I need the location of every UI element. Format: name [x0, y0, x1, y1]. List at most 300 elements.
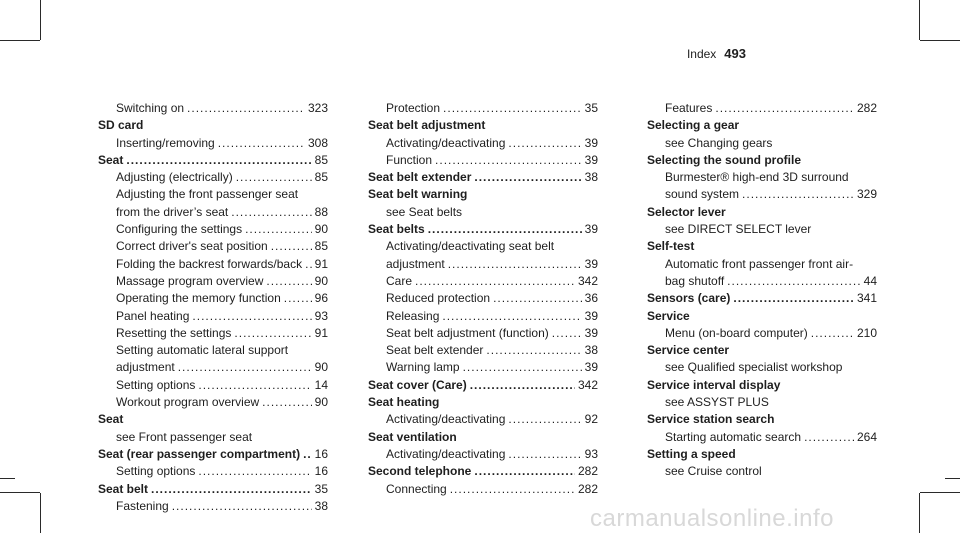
index-term: Seat belt warning: [368, 187, 468, 202]
index-line: [368, 117, 598, 134]
index-subentry: [647, 394, 877, 411]
page-header: [687, 46, 746, 61]
dot-leader: [470, 377, 575, 394]
index-subentry: [647, 463, 877, 480]
index-subentry: [98, 308, 328, 325]
page-ref[interactable]: 35: [314, 481, 328, 496]
index-line: [647, 342, 877, 359]
index-term: Seat belts: [368, 222, 425, 237]
page-ref[interactable]: 16: [314, 464, 328, 479]
page-ref[interactable]: 90: [314, 395, 328, 410]
dot-leader: [493, 290, 582, 307]
index-subentry: [647, 135, 877, 152]
index-line: [116, 169, 328, 186]
index-heading: [368, 117, 598, 134]
page-ref[interactable]: 38: [314, 498, 328, 513]
index-line: [116, 290, 328, 307]
page-number: 493: [724, 46, 746, 61]
index-term: Massage program overview: [116, 273, 264, 288]
index-subentry: [368, 100, 598, 117]
dot-leader: [262, 394, 311, 411]
index-line: [386, 481, 598, 498]
dot-leader: [151, 481, 312, 498]
index-term: Inserting/removing: [116, 135, 215, 150]
index-line: [368, 169, 598, 186]
index-subentry: [647, 429, 877, 446]
dot-leader: [448, 256, 582, 273]
index-term: Connecting: [386, 481, 447, 496]
index-heading: [647, 377, 877, 394]
index-term: Seat cover (Care): [368, 377, 467, 392]
index-line: [116, 377, 328, 394]
index-subentry: [647, 325, 877, 342]
index-line: [116, 359, 328, 376]
index-line: [116, 204, 328, 221]
index-term: see Seat belts: [386, 204, 463, 219]
page-ref[interactable]: 85: [314, 152, 328, 167]
index-term: Releasing: [386, 308, 440, 323]
index-subentry: [98, 273, 328, 290]
page-ref[interactable]: 282: [577, 464, 598, 479]
dot-leader: [474, 463, 575, 480]
index-heading: [647, 204, 877, 221]
index-line: [665, 325, 877, 342]
index-term: Seat ventilation: [368, 429, 457, 444]
index-term: Function: [386, 152, 433, 167]
page-ref[interactable]: 36: [584, 291, 598, 306]
page-ref[interactable]: 342: [577, 273, 598, 288]
page-ref[interactable]: 88: [314, 204, 328, 219]
index-term: see Cruise control: [665, 464, 762, 479]
index-subentry: [98, 342, 328, 377]
index-subentry: [647, 359, 877, 376]
page-ref[interactable]: 329: [856, 187, 877, 202]
index-term: see Changing gears: [665, 135, 773, 150]
index-term: Configuring the settings: [116, 222, 243, 237]
index-heading: [647, 308, 877, 325]
index-term: Service center: [647, 343, 730, 358]
dot-leader: [442, 308, 581, 325]
dot-leader: [435, 152, 582, 169]
page-ref[interactable]: 282: [577, 481, 598, 496]
dot-leader: [486, 342, 581, 359]
index-term: see Qualified specialist workshop: [665, 360, 843, 375]
index-term: Service: [647, 308, 690, 323]
page-ref[interactable]: 85: [314, 170, 328, 185]
index-term: Setting options: [116, 464, 196, 479]
dot-leader: [172, 498, 312, 515]
index-line: [368, 186, 598, 203]
index-subentry: [368, 411, 598, 428]
index-term: adjustment: [116, 360, 175, 375]
watermark: carmanualsonline.info: [590, 505, 834, 532]
dot-leader: [727, 273, 860, 290]
index-subentry: [368, 152, 598, 169]
index-term: Workout program overview: [116, 395, 260, 410]
index-term: Activating/deactivating: [386, 446, 506, 461]
page-ref[interactable]: 39: [584, 256, 598, 271]
page-ref[interactable]: 39: [584, 152, 598, 167]
dot-leader: [126, 152, 311, 169]
index-line: [98, 152, 328, 169]
index-line: [116, 342, 328, 359]
dot-leader: [474, 169, 581, 186]
index-term: Setting options: [116, 377, 196, 392]
page-ref[interactable]: 264: [856, 429, 877, 444]
page-ref[interactable]: 85: [314, 239, 328, 254]
index-term: Second telephone: [368, 464, 472, 479]
crop-mark: [40, 493, 41, 533]
dot-leader: [271, 238, 312, 255]
index-line: [386, 342, 598, 359]
index-term: Seat belt adjustment (function): [386, 325, 549, 340]
crop-mark: [0, 492, 40, 493]
index-subentry: [98, 498, 328, 515]
index-term: SD card: [98, 118, 144, 133]
index-line: [665, 273, 877, 290]
index-line: [386, 290, 598, 307]
page-ref[interactable]: 16: [314, 446, 328, 461]
index-line: [116, 498, 328, 515]
dot-leader: [552, 325, 582, 342]
index-line: [386, 446, 598, 463]
index-column-1: [98, 100, 328, 515]
index-line: [116, 308, 328, 325]
dot-leader: [178, 359, 312, 376]
crop-mark: [0, 40, 40, 41]
page-ref[interactable]: 35: [584, 101, 598, 115]
dot-leader: [218, 135, 305, 152]
page-ref[interactable]: 308: [307, 135, 328, 150]
index-term: Seat belt: [98, 481, 149, 496]
index-line: [116, 463, 328, 480]
index-term: Adjusting the front passenger seat: [116, 187, 299, 202]
index-line: [665, 221, 877, 238]
dot-leader: [231, 204, 311, 221]
index-line: [647, 411, 877, 428]
index-heading: [647, 152, 877, 169]
index-line: [116, 429, 328, 446]
index-heading: [647, 446, 877, 463]
dot-leader: [192, 308, 311, 325]
page-ref[interactable]: 210: [856, 325, 877, 340]
dot-leader: [508, 446, 581, 463]
page-ref[interactable]: 93: [584, 446, 598, 461]
index-term: Burmester® high-end 3D surround: [665, 170, 849, 185]
index-term: Adjusting (electrically): [116, 170, 233, 185]
index-subentry: [98, 290, 328, 307]
index-term: Warning lamp: [386, 360, 460, 375]
index-subentry: [98, 221, 328, 238]
page-ref[interactable]: 91: [314, 256, 328, 271]
index-heading: [368, 169, 598, 186]
crop-mark: [0, 478, 15, 479]
index-line: [665, 359, 877, 376]
page-ref[interactable]: 93: [314, 308, 328, 323]
index-line: [98, 446, 328, 463]
index-subentry: [98, 377, 328, 394]
index-heading: [647, 342, 877, 359]
index-line: [116, 100, 328, 117]
dot-leader: [804, 429, 854, 446]
index-line: [386, 256, 598, 273]
page-ref[interactable]: 90: [314, 222, 328, 237]
index-line: [665, 463, 877, 480]
index-term: Features: [665, 101, 713, 115]
index-subentry: [98, 169, 328, 186]
page-ref[interactable]: 341: [856, 291, 877, 306]
index-subentry: [98, 100, 328, 117]
dot-leader: [245, 221, 312, 238]
index-term: Service station search: [647, 412, 775, 427]
index-subentry: [647, 256, 877, 291]
index-line: [647, 117, 877, 134]
index-line: [98, 117, 328, 134]
index-line: [368, 429, 598, 446]
index-subentry: [368, 359, 598, 376]
index-term: bag shutoff: [665, 273, 725, 288]
index-subentry: [98, 429, 328, 446]
page-ref[interactable]: 39: [584, 325, 598, 340]
index-line: [386, 204, 598, 221]
index-subentry: [368, 446, 598, 463]
index-term: Switching on: [116, 101, 185, 115]
index-term: Panel heating: [116, 308, 190, 323]
index-term: Reduced protection: [386, 291, 491, 306]
page-ref[interactable]: 92: [584, 412, 598, 427]
dot-leader: [443, 100, 582, 117]
index-line: [116, 238, 328, 255]
index-term: Self-test: [647, 239, 695, 254]
index-term: Correct driver's seat position: [116, 239, 268, 254]
index-line: [647, 446, 877, 463]
index-term: Seat (rear passenger compartment): [98, 446, 301, 461]
index-line: [647, 308, 877, 325]
index-term: Seat belt extender: [368, 170, 472, 185]
dot-leader: [715, 100, 854, 117]
index-line: [368, 221, 598, 238]
index-term: Automatic front passenger front air-: [665, 256, 854, 271]
index-heading: [98, 481, 328, 498]
index-subentry: [647, 169, 877, 204]
crop-mark: [945, 478, 960, 479]
index-line: [386, 135, 598, 152]
dot-leader: [463, 359, 582, 376]
index-subentry: [98, 325, 328, 342]
index-subentry: [98, 463, 328, 480]
index-line: [116, 186, 328, 203]
index-term: Seat belt extender: [386, 343, 484, 358]
index-heading: [98, 117, 328, 134]
index-line: [386, 100, 598, 117]
index-term: from the driver’s seat: [116, 204, 229, 219]
page-ref[interactable]: 90: [314, 273, 328, 288]
index-term: Activating/deactivating: [386, 412, 506, 427]
index-subentry: [647, 221, 877, 238]
index-heading: [98, 446, 328, 463]
index-term: Resetting the settings: [116, 325, 232, 340]
dot-leader: [742, 186, 854, 203]
index-term: Selecting a gear: [647, 118, 740, 133]
index-column-3: [647, 100, 877, 481]
index-heading: [368, 463, 598, 480]
index-line: [368, 394, 598, 411]
page-ref[interactable]: 96: [314, 291, 328, 306]
page-ref[interactable]: 39: [584, 360, 598, 375]
index-subentry: [368, 135, 598, 152]
index-term: Protection: [386, 101, 441, 115]
index-line: [647, 377, 877, 394]
index-term: Sensors (care): [647, 291, 731, 306]
index-term: Activating/deactivating seat belt: [386, 239, 555, 254]
dot-leader: [198, 377, 311, 394]
page-ref[interactable]: 39: [584, 222, 598, 237]
index-line: [116, 273, 328, 290]
index-subentry: [98, 238, 328, 255]
crop-mark: [920, 492, 960, 493]
index-line: [368, 377, 598, 394]
index-line: [386, 152, 598, 169]
page-ref[interactable]: 38: [584, 170, 598, 185]
index-line: [386, 308, 598, 325]
page-ref[interactable]: 44: [863, 273, 877, 288]
index-term: adjustment: [386, 256, 445, 271]
index-subentry: [98, 135, 328, 152]
index-term: Operating the memory function: [116, 291, 281, 306]
index-subentry: [98, 256, 328, 273]
index-line: [647, 204, 877, 221]
index-line: [368, 463, 598, 480]
dot-leader: [305, 256, 312, 273]
index-term: Care: [386, 273, 413, 288]
index-line: [386, 325, 598, 342]
page-ref[interactable]: 323: [307, 101, 328, 115]
dot-leader: [811, 325, 854, 342]
index-line: [116, 135, 328, 152]
index-line: [647, 152, 877, 169]
index-term: see DIRECT SELECT lever: [665, 222, 812, 237]
dot-leader: [428, 221, 582, 238]
index-heading: [647, 117, 877, 134]
page-ref[interactable]: 90: [314, 360, 328, 375]
index-heading: [647, 290, 877, 307]
index-heading: [368, 429, 598, 446]
index-term: Starting automatic search: [665, 429, 802, 444]
dot-leader: [508, 411, 581, 428]
dot-leader: [266, 273, 311, 290]
index-line: [665, 135, 877, 152]
index-subentry: [98, 186, 328, 221]
index-term: Selector lever: [647, 204, 726, 219]
index-line: [665, 100, 877, 117]
section-title: Index: [686, 47, 717, 61]
dot-leader: [187, 100, 305, 117]
index-subentry: [368, 273, 598, 290]
index-subentry: [98, 394, 328, 411]
index-heading: [368, 377, 598, 394]
index-term: Seat: [98, 152, 124, 167]
index-line: [665, 394, 877, 411]
index-line: [116, 394, 328, 411]
index-term: see Front passenger seat: [116, 429, 253, 444]
index-heading: [98, 152, 328, 169]
index-subentry: [647, 100, 877, 117]
index-term: Activating/deactivating: [386, 135, 506, 150]
index-subentry: [368, 481, 598, 498]
index-heading: [368, 221, 598, 238]
index-subentry: [368, 325, 598, 342]
index-line: [647, 290, 877, 307]
dot-leader: [234, 325, 311, 342]
dot-leader: [303, 446, 312, 463]
index-term: Seat belt adjustment: [368, 118, 486, 133]
crop-mark: [40, 0, 41, 40]
index-line: [386, 273, 598, 290]
index-term: see ASSYST PLUS: [665, 395, 769, 410]
index-term: Setting automatic lateral support: [116, 343, 289, 358]
index-line: [386, 411, 598, 428]
page-ref[interactable]: 38: [584, 343, 598, 358]
index-heading: [647, 238, 877, 255]
index-line: [647, 238, 877, 255]
dot-leader: [450, 481, 575, 498]
index-line: [116, 221, 328, 238]
index-line: [386, 359, 598, 376]
page-ref[interactable]: 91: [314, 325, 328, 340]
index-term: Service interval display: [647, 377, 781, 392]
index-term: Seat: [98, 412, 124, 427]
index-line: [98, 481, 328, 498]
index-line: [386, 238, 598, 255]
crop-mark: [920, 40, 960, 41]
index-heading: [647, 411, 877, 428]
crop-mark: [919, 493, 920, 533]
index-subentry: [368, 238, 598, 273]
dot-leader: [236, 169, 312, 186]
index-line: [665, 256, 877, 273]
index-term: Menu (on-board computer): [665, 325, 808, 340]
dot-leader: [198, 463, 311, 480]
index-term: Setting a speed: [647, 446, 736, 461]
index-subentry: [368, 342, 598, 359]
crop-mark: [919, 0, 920, 40]
index-heading: [368, 394, 598, 411]
page-ref[interactable]: 39: [584, 308, 598, 323]
index-subentry: [368, 204, 598, 221]
index-heading: [368, 186, 598, 203]
page-ref[interactable]: 39: [584, 135, 598, 150]
index-line: [116, 256, 328, 273]
index-line: [665, 429, 877, 446]
dot-leader: [415, 273, 575, 290]
page-ref[interactable]: 14: [314, 377, 328, 392]
index-line: [665, 186, 877, 203]
dot-leader: [733, 290, 854, 307]
index-term: Seat heating: [368, 395, 440, 410]
dot-leader: [508, 135, 581, 152]
index-term: Selecting the sound profile: [647, 152, 802, 167]
index-term: Fastening: [116, 498, 169, 513]
index-heading: [98, 411, 328, 428]
index-term: Folding the backrest forwards/back: [116, 256, 303, 271]
index-line: [665, 169, 877, 186]
page-ref[interactable]: 342: [577, 377, 598, 392]
index-column-2: [368, 100, 598, 498]
page-ref[interactable]: 282: [856, 101, 877, 115]
index-line: [98, 411, 328, 428]
index-term: sound system: [665, 187, 740, 202]
index-subentry: [368, 290, 598, 307]
